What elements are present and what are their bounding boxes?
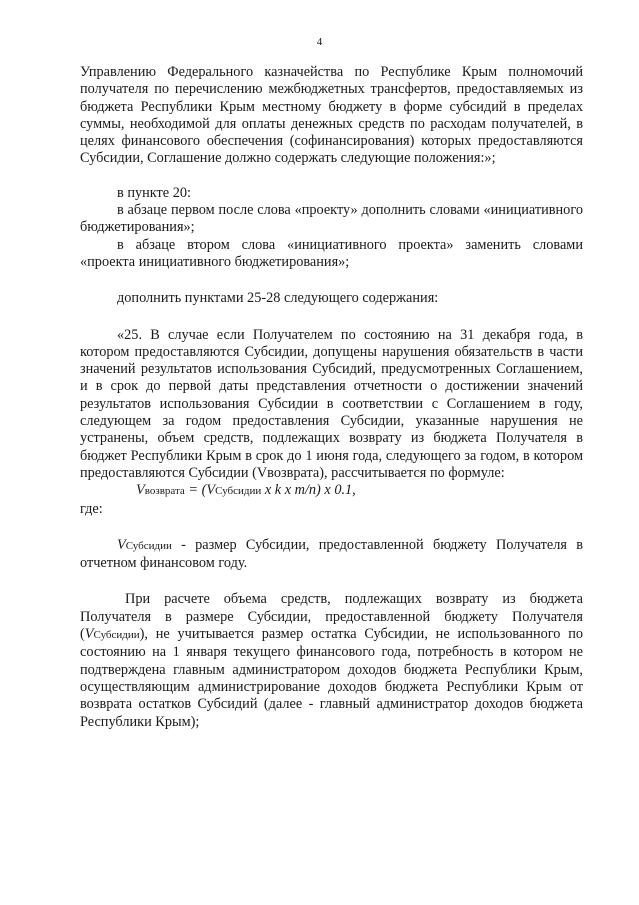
page-number: 4 [316,36,323,48]
formula-eq: = ( [184,482,207,499]
paragraph-first-subparagraph: в абзаце первом после слова «проекту» дополнить словами «инициативного бюджетирования»; [80,202,583,236]
paragraph-calculation [80,591,583,730]
paragraph-add-points: дополнить пунктами 25-28 следующего содержания: [117,290,439,307]
definition-symbol: V [117,536,126,553]
where-label: где: [80,500,103,517]
paragraph-intro: Управлению Федерального казначейства по Республике Крым полномочий получателя по перечислению межбюджетных трансфертов, предоставляемых из бюджета Республики Крым местному бюджету в форме субсидий в пределах суммы, необходимой для оплаты денежных средств по расходам получателей, в целях финансового обеспечения (софинансирования) которых предоставляются Субсидии, Соглашение должно содержать следующие положения:»; [80,64,583,167]
calculation-symbol: V [84,626,94,643]
formula [80,482,583,500]
calculation-symbol-sub: Субсидии [93,629,140,642]
formula-lhs-sub: возврата [144,485,185,498]
paragraph-point-25: «25. В случае если Получателем по состоянию на 31 декабря года, в котором предоставляются Субсидии, допущены нарушения обязательств в части значений результатов использования Субсидий, предусмотренных Соглашением, и в срок до первой даты представления отчетности о достижении значений результатов использования Субсидии в соответствии с Соглашением в году, следующем за годом предоставления Субсидии, указанные нарушения не устранены, объем средств, подлежащих возврату из бюджета Получателя в бюджет Республики Крым в срок до 1 июня года, следующего за годом, в котором предоставляются Субсидии (Vвозврата), рассчитывается по формуле: [80,326,583,481]
formula-lhs-symbol: V [136,482,145,499]
paragraph-definition [80,537,583,573]
formula-rest: x k x m/n) x 0.1, [261,482,356,499]
formula-v-sub: Субсидии [215,485,262,498]
definition-symbol-sub: Субсидии [125,539,172,552]
document-body [80,64,583,731]
paragraph-point-20: в пункте 20: [117,184,191,201]
definition-text: - размер Субсидии, предоставленной бюджету Получателя в отчетном финансовом году. [80,536,583,572]
calculation-text-start: При расчете объема средств, подлежащих возврату из бюджета Получателя в размере Субсидии, предоставленной бюджету Получателя ( [80,591,583,643]
calculation-text-rest: ), не учитывается размер остатка Субсидии, не использованного по состоянию на 1 января текущего финансового года, потребность в котором не подтверждена главным администратором доходов бюджета Республики Крым, осуществляющим администрирование доходов бюджета Республики Крым от возврата остатков Субсидий (далее - главный администратор доходов бюджета Республики Крым); [80,626,583,730]
paragraph-second-subparagraph: в абзаце втором слова «инициативного проекта» заменить словами «проекта инициативного бюджетирования»; [80,236,583,270]
formula-v-symbol: V [206,482,216,499]
